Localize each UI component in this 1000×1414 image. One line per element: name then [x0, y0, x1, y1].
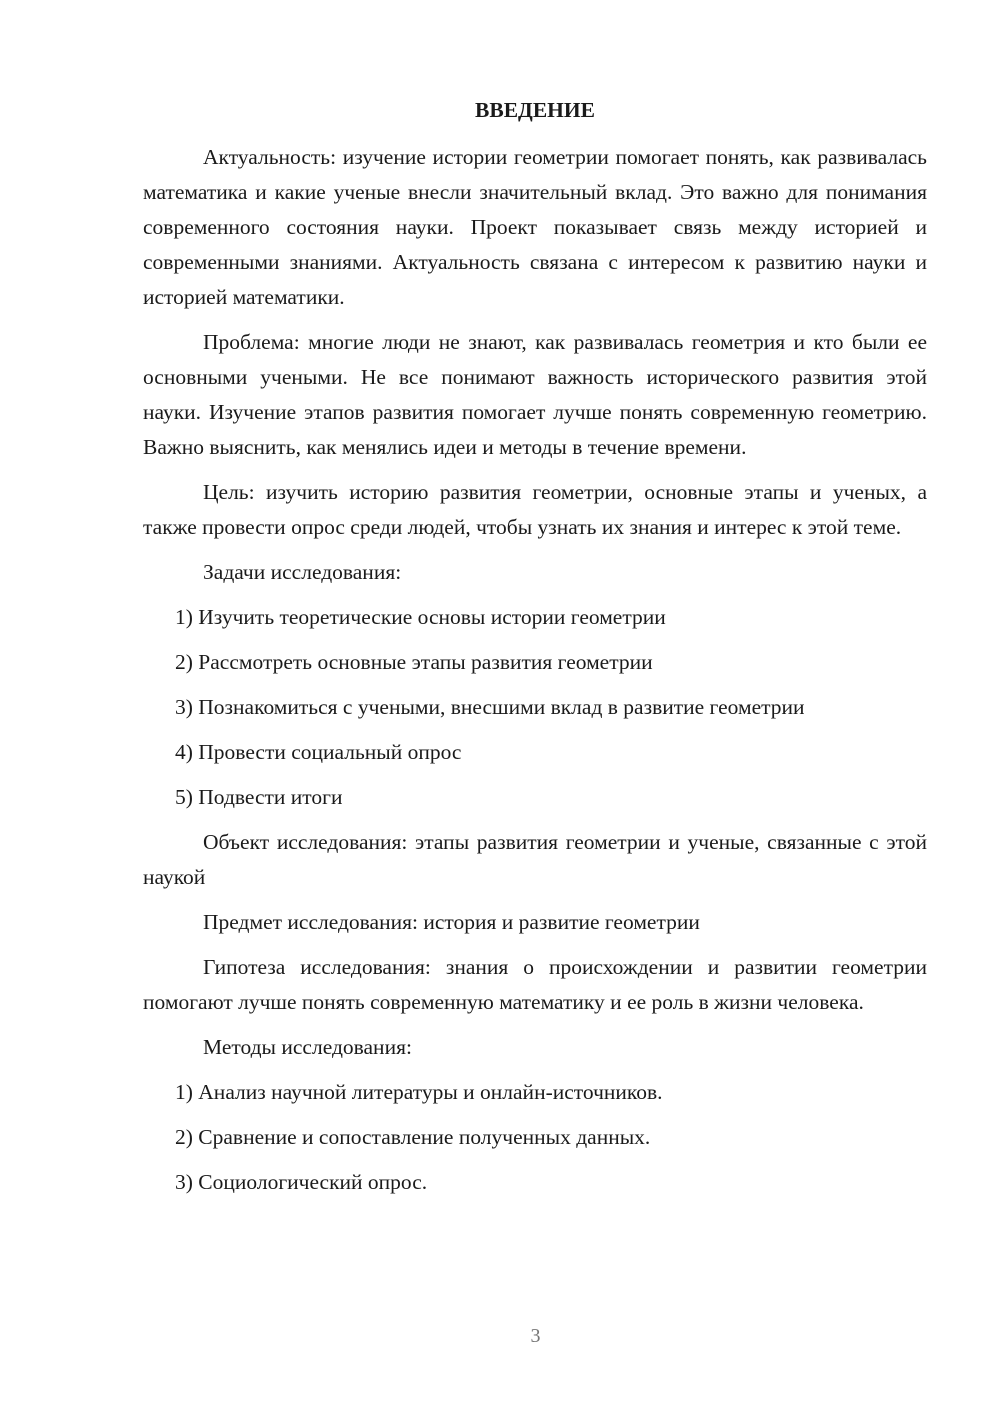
methods-list [143, 1075, 927, 1200]
tasks-list [143, 600, 927, 815]
page-number: 3 [530, 1325, 541, 1347]
list-item: 3) Социологический опрос. [175, 1170, 428, 1194]
list-item: 1) Изучить теоретические основы истории геометрии [175, 605, 666, 629]
list-item: 2) Сравнение и сопоставление полученных данных. [175, 1125, 651, 1149]
list-item: 1) Анализ научной литературы и онлайн-источников. [175, 1080, 663, 1104]
tasks-label: Задачи исследования: [203, 560, 402, 584]
hypothesis-paragraph: Гипотеза исследования: знания о происхождении и развитии геометрии помогают лучше понять современную математику и ее роль в жизни человека. [143, 955, 927, 1014]
list-item: 4) Провести социальный опрос [175, 740, 462, 764]
list-item: 2) Рассмотреть основные этапы развития геометрии [175, 650, 653, 674]
document-page [143, 90, 927, 1210]
problem-paragraph: Проблема: многие люди не знают, как развивалась геометрия и кто были ее основными учеными. Не все понимают важность исторического развития этой науки. Изучение этапов развития помогает лучше понять современную геометрию. Важно выяснить, как менялись идеи и методы в течение времени. [143, 330, 927, 459]
list-item: 5) Подвести итоги [175, 785, 343, 809]
relevance-paragraph: Актуальность: изучение истории геометрии помогает понять, как развивалась математика и какие ученые внесли значительный вклад. Это важно для понимания современного состояния науки. Проект показывает связь между историей и современными знаниями. Актуальность связана с интересом к развитию науки и историей математики. [143, 145, 927, 309]
page-title: ВВЕДЕНИЕ [475, 98, 595, 122]
object-paragraph: Объект исследования: этапы развития геометрии и ученые, связанные с этой наукой [143, 830, 927, 889]
list-item: 3) Познакомиться с учеными, внесшими вклад в развитие геометрии [175, 695, 805, 719]
goal-paragraph: Цель: изучить историю развития геометрии, основные этапы и ученых, а также провести опрос среди людей, чтобы узнать их знания и интерес к этой теме. [143, 480, 927, 539]
subject-paragraph: Предмет исследования: история и развитие геометрии [203, 910, 700, 934]
methods-label: Методы исследования: [203, 1035, 412, 1059]
